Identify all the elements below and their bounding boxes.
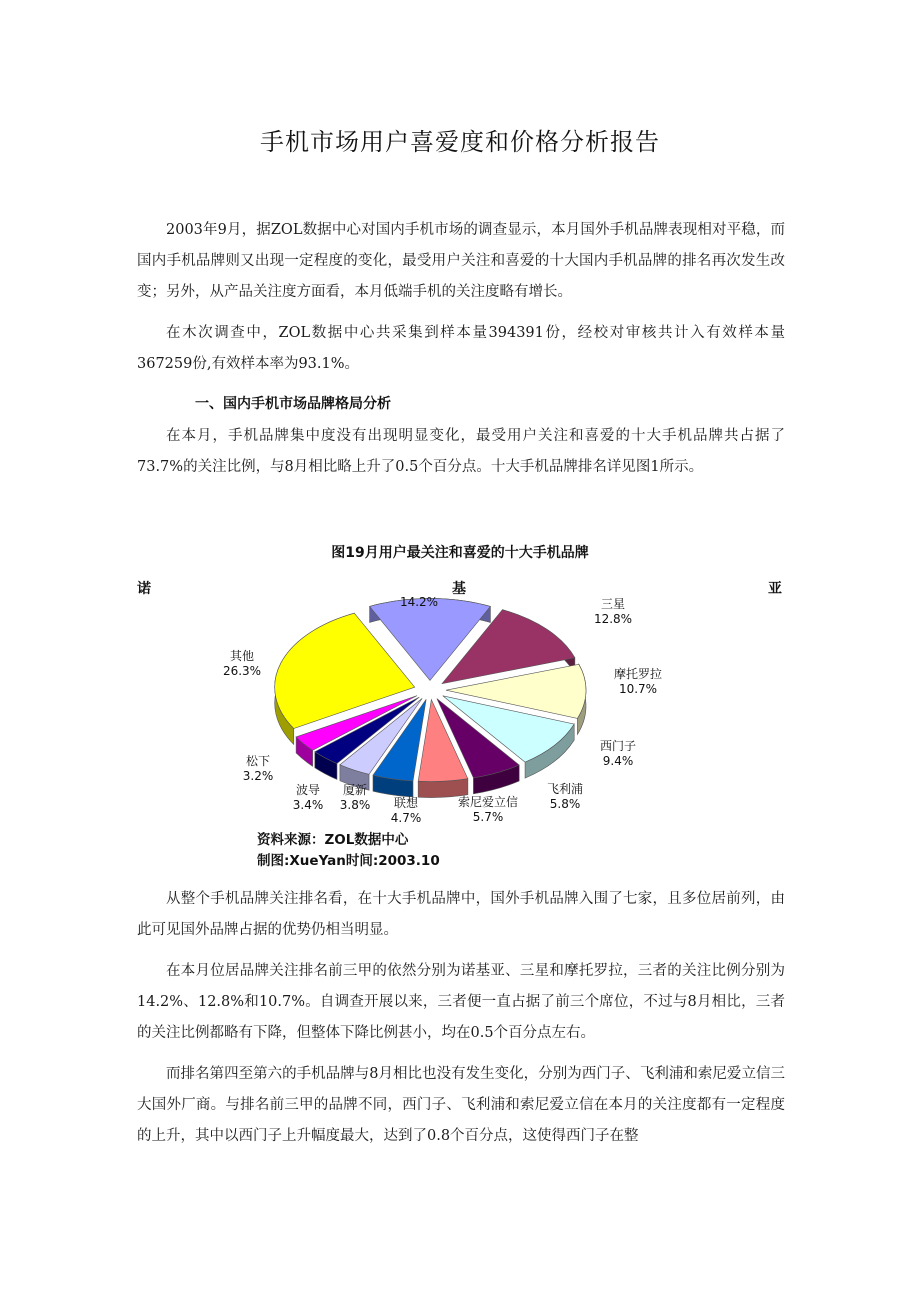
section1-paragraph: 在本月，手机品牌集中度没有出现明显变化，最受用户关注和喜爱的十大手机品牌共占据了73.7%的关注比例，与8月相比略上升了0.5个百分点。十大手机品牌排名详见图1所示。 [137, 428, 785, 475]
document-title: 手机市场用户喜爱度和价格分析报告 [260, 128, 660, 156]
paragraph-5: 而排名第四至第六的手机品牌与8月相比也没有发生变化，分别为西门子、飞利浦和索尼爱立信三大国外厂商。与排名前三甲的品牌不同，西门子、飞利浦和索尼爱立信在本月的关注度都有一定程度的上升，其中以西门子上升幅度最大，达到了0.8个百分点，这使得西门子在整 [137, 1066, 785, 1144]
maker-line: 制图:XueYan时间:2003.10 [257, 853, 440, 869]
pie-label-3: 摩托罗拉 [613, 667, 663, 681]
pie-value-label-2: 12.8% [593, 612, 633, 626]
pie-value-label-5: 5.8% [549, 797, 581, 811]
section1-heading: 一、国内手机市场品牌格局分析 [195, 396, 391, 412]
pie-value-label-9: 3.4% [292, 798, 324, 812]
pie-value-label-6: 5.7% [472, 810, 504, 824]
figure-brand-char-3: 亚 [768, 581, 782, 597]
pie-label-5: 飞利浦 [546, 782, 584, 796]
pie-label-2: 三星 [600, 597, 626, 611]
pie-label-10: 松下 [245, 754, 271, 768]
figure-title: 图19月用户最关注和喜爱的十大手机品牌 [331, 545, 589, 561]
sample-paragraph: 在木次调查中，ZOL数据中心共采集到样本量394391份，经校对审核共计入有效样本量367259份,有效样本率为93.1%。 [137, 325, 785, 372]
pie-value-label-3: 10.7% [618, 682, 658, 696]
source-line: 资料来源：ZOL数据中心 [257, 832, 409, 848]
pie-label-6: 索尼爱立信 [457, 795, 519, 809]
pie-label-8: 厦新 [342, 783, 368, 797]
intro-paragraph: 2003年9月，据ZOL数据中心对国内手机市场的调查显示，本月国外手机品牌表现相对平稳，而国内手机品牌则又出现一定程度的变化，最受用户关注和喜爱的十大国内手机品牌的排名再次发生改变；另外，从产品关注度方面看，本月低端手机的关注度略有增长。 [137, 222, 785, 300]
pie-chart [210, 590, 663, 830]
pie-value-label-11: 26.3% [222, 664, 262, 678]
paragraph-4: 在本月位居品牌关注排名前三甲的依然分别为诺基亚、三星和摩托罗拉，三者的关注比例分别为14.2%、12.8%和10.7%。自调查开展以来，三者便一直占据了前三个席位，不过与8月相比，三者的关注比例都略有下降，但整体下降比例甚小，均在0.5个百分点左右。 [137, 963, 785, 1041]
figure-brand-char-1: 诺 [137, 581, 151, 597]
pie-value-label-10: 3.2% [242, 769, 274, 783]
pie-label-11: 其他 [229, 649, 255, 663]
pie-value-label-1: 14.2% [399, 595, 439, 609]
pie-value-label-8: 3.8% [339, 798, 371, 812]
paragraph-3: 从整个手机品牌关注排名看，在十大手机品牌中，国外手机品牌入围了七家，且多位居前列，由此可见国外品牌占据的优势仍相当明显。 [137, 891, 785, 938]
pie-label-9: 波导 [295, 783, 321, 797]
pie-value-label-7: 4.7% [390, 811, 422, 825]
pie-value-label-4: 9.4% [602, 754, 634, 768]
pie-label-4: 西门子 [599, 739, 637, 753]
pie-label-7: 联想 [393, 796, 419, 810]
figure-brand-char-2: 基 [452, 581, 466, 597]
